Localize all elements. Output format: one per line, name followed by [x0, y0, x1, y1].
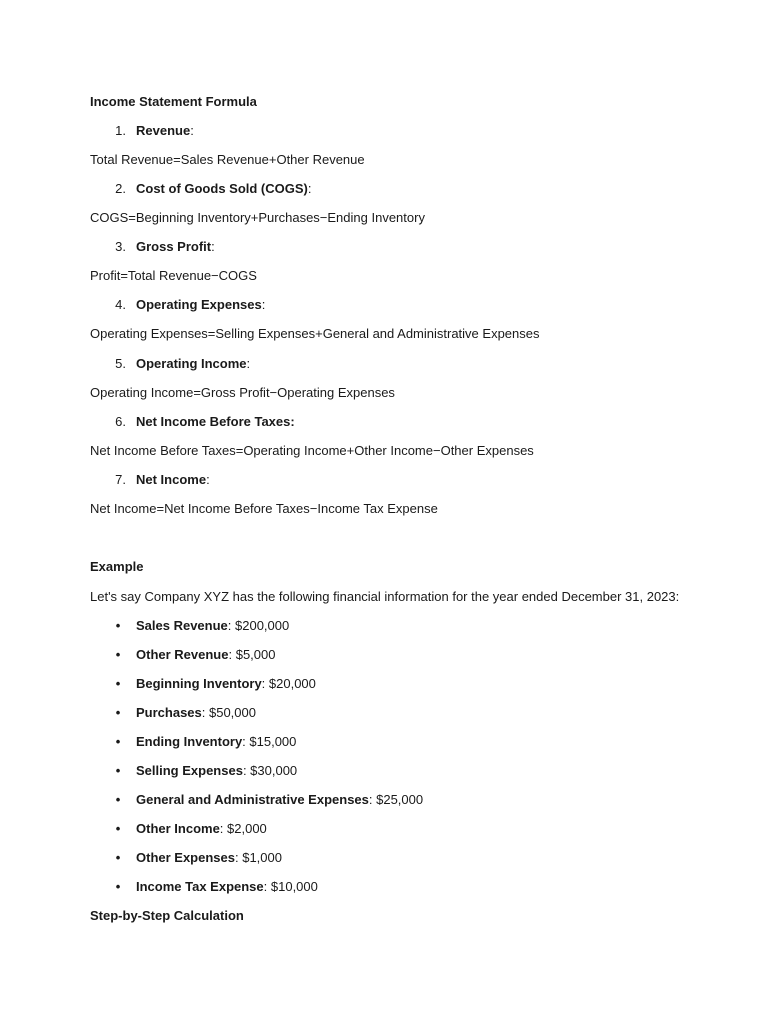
item-label: Beginning Inventory	[136, 676, 262, 691]
section-heading: Step-by-Step Calculation	[90, 908, 244, 923]
item-label: Purchases	[136, 705, 202, 720]
item-value: : $15,000	[242, 734, 297, 749]
step-suffix: :	[211, 239, 215, 254]
step-suffix: :	[190, 123, 194, 138]
step-suffix: :	[307, 181, 312, 196]
bullet-icon: •	[115, 676, 121, 691]
formula-line-3: Profit=Total Revenue−COGS	[90, 268, 257, 283]
item-label: Selling Expenses	[136, 763, 243, 778]
formula-line-1: Total Revenue=Sales Revenue+Other Revenue	[90, 152, 365, 167]
bullet-icon: •	[115, 734, 121, 749]
example-intro: Let's say Company XYZ has the following financial information for the year ended December 31, 2023:	[90, 589, 680, 604]
item-value: : $200,000	[227, 618, 290, 633]
item-value: : $10,000	[263, 879, 318, 894]
item-label: Ending Inventory	[136, 734, 243, 749]
item-label: Sales Revenue	[136, 618, 228, 633]
step-suffix: :	[261, 297, 266, 312]
step-number: 6.	[115, 414, 126, 429]
formula-line-5: Operating Income=Gross Profit−Operating Expenses	[90, 385, 395, 400]
step-number: 5.	[115, 356, 126, 371]
item-value: : $50,000	[201, 705, 256, 720]
step-label: Revenue	[136, 123, 191, 138]
formula-line-2: COGS=Beginning Inventory+Purchases−Ending Inventory	[90, 210, 425, 225]
step-label: Cost of Goods Sold (COGS)	[136, 181, 308, 196]
bullet-icon: •	[115, 705, 121, 720]
step-number: 4.	[115, 297, 126, 312]
step-number: 1.	[115, 123, 126, 138]
item-label: Other Expenses	[136, 850, 235, 865]
step-suffix: :	[206, 472, 210, 487]
step-label: Operating Expenses	[136, 297, 262, 312]
item-label: General and Administrative Expenses	[136, 792, 369, 807]
item-label: Income Tax Expense	[136, 879, 264, 894]
item-label: Other Revenue	[136, 647, 229, 662]
item-value: : $1,000	[235, 850, 282, 865]
bullet-icon: •	[115, 850, 121, 865]
step-label: Net Income Before Taxes:	[136, 414, 295, 429]
item-value: : $25,000	[368, 792, 424, 807]
document-title: Income Statement Formula	[90, 94, 257, 109]
step-number: 3.	[115, 239, 126, 254]
step-suffix: :	[246, 356, 251, 371]
step-number: 2.	[115, 181, 126, 196]
step-label: Net Income	[136, 472, 207, 487]
step-label: Gross Profit	[136, 239, 212, 254]
bullet-icon: •	[115, 647, 121, 662]
bullet-icon: •	[115, 763, 121, 778]
item-value: : $5,000	[228, 647, 276, 662]
item-value: : $2,000	[219, 821, 267, 836]
item-value: : $20,000	[261, 676, 316, 691]
formula-line-6: Net Income Before Taxes=Operating Income+Other Income−Other Expenses	[90, 443, 534, 458]
item-value: : $30,000	[242, 763, 298, 778]
formula-line-7: Net Income=Net Income Before Taxes−Income Tax Expense	[90, 501, 438, 516]
bullet-icon: •	[115, 879, 121, 894]
step-label: Operating Income	[136, 356, 247, 371]
bullet-icon: •	[115, 792, 121, 807]
step-number: 7.	[115, 472, 126, 487]
bullet-icon: •	[115, 821, 121, 836]
example-heading: Example	[90, 559, 144, 574]
formula-line-4: Operating Expenses=Selling Expenses+General and Administrative Expenses	[90, 326, 540, 341]
bullet-icon: •	[115, 618, 121, 633]
item-label: Other Income	[136, 821, 220, 836]
